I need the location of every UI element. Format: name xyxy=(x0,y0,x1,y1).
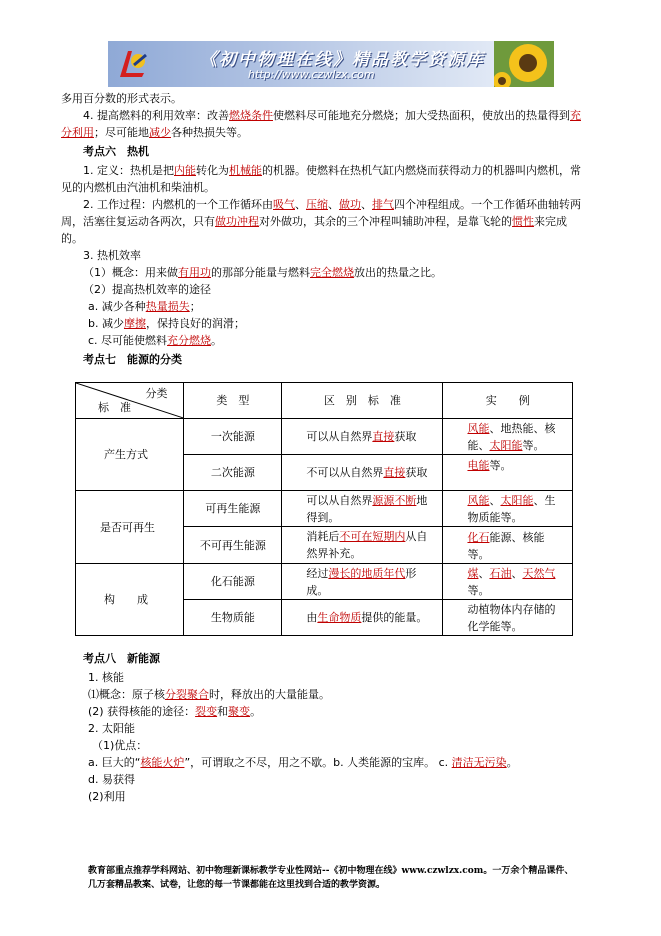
group-label: 是否可再生 xyxy=(76,491,184,564)
paragraph: （2）提高热机效率的途径 xyxy=(83,283,211,296)
column-header: 区 别 标 准 xyxy=(282,383,443,419)
group-label: 构 成 xyxy=(76,564,184,636)
paragraph: 2. 太阳能 xyxy=(88,722,135,735)
footer-line: 教育部重点推荐学科网站、初中物理新课标教学专业性网站--《初中物理在线》www.czwlzx.com。一万余个精品课件、 xyxy=(88,866,574,876)
diff-cell: 可以从自然界直接获取 xyxy=(282,419,443,455)
section-8-body xyxy=(83,648,578,805)
example-cell: 动植物体内存储的化学能等。 xyxy=(443,600,573,636)
paragraph: (2) 获得核能的途径：裂变和聚变。 xyxy=(88,705,262,718)
type-cell: 化石能源 xyxy=(184,564,282,600)
heading-section-6: 考点六 热机 xyxy=(83,145,149,158)
list-item: b. 减少摩擦，保持良好的润滑； xyxy=(88,317,245,330)
table-row xyxy=(76,491,573,527)
paragraph: （1)优点： xyxy=(92,739,148,752)
example-cell: 风能、太阳能、生物质能等。 xyxy=(443,491,573,527)
column-header: 实 例 xyxy=(443,383,573,419)
list-item: a. 减少各种热量损失； xyxy=(88,300,201,313)
paragraph: (2)利用 xyxy=(88,790,126,803)
page-footer xyxy=(88,864,588,892)
example-cell: 煤、石油、天然气等。 xyxy=(443,564,573,600)
diff-cell: 消耗后不可在短期内从自然界补充。 xyxy=(282,527,443,564)
group-label: 产生方式 xyxy=(76,419,184,491)
corner-top-label: 分类 xyxy=(145,387,168,400)
example-cell: 化石能源、核能等。 xyxy=(443,527,573,564)
type-cell: 生物质能 xyxy=(184,600,282,636)
paragraph: a. 巨大的“核能火炉”，可谓取之不尽，用之不歇。b. 人类能源的宝库。 c. 清洁无污染。 xyxy=(88,756,518,769)
heading-section-7: 考点七 能源的分类 xyxy=(83,353,182,366)
example-cell: 电能等。 xyxy=(443,455,573,491)
example-cell: 风能、地热能、核能、太阳能等。 xyxy=(443,419,573,455)
header-banner xyxy=(108,41,554,87)
paragraph-fuel-efficiency: 4. 提高燃料的利用效率：改善燃烧条件使燃料尽可能地充分燃烧；加大受热面积，使放出的热量得到充分利用；尽可能地减少各种热损失等。 xyxy=(61,109,581,139)
paragraph: 3. 热机效率 xyxy=(83,249,141,262)
table-row xyxy=(76,419,573,455)
type-cell: 二次能源 xyxy=(184,455,282,491)
type-cell: 可再生能源 xyxy=(184,491,282,527)
banner-url[interactable]: http://www.czwlzx.com xyxy=(248,68,375,81)
footer-line: 几万套精品教案、试卷，让您的每一节课都能在这里找到合适的教学资源。 xyxy=(88,880,386,890)
table-corner-cell xyxy=(76,383,184,419)
paragraph: 1. 核能 xyxy=(88,671,124,684)
diff-cell: 由生命物质提供的能量。 xyxy=(282,600,443,636)
diff-cell: 可以从自然界源源不断地得到。 xyxy=(282,491,443,527)
type-cell: 一次能源 xyxy=(184,419,282,455)
column-header: 类 型 xyxy=(184,383,282,419)
site-logo-icon xyxy=(116,47,150,81)
paragraph: d. 易获得 xyxy=(88,773,135,786)
heading-section-8: 考点八 新能源 xyxy=(83,652,160,665)
table-row xyxy=(76,564,573,600)
paragraph: （1）概念：用来做有用功的那部分能量与燃料完全燃烧放出的热量之比。 xyxy=(83,266,442,279)
corner-bottom-label: 标 准 xyxy=(98,401,131,414)
document-body xyxy=(61,90,581,370)
diff-cell: 不可以从自然界直接获取 xyxy=(282,455,443,491)
paragraph-working-process: 2. 工作过程：内燃机的一个工作循环由吸气、压缩、做功、排气四个冲程组成。一个工作循环曲轴转两周，活塞往复运动各两次，只有做功冲程对外做功，其余的三个冲程叫辅助冲程，是靠飞轮的惯性来完成的。 xyxy=(61,198,581,245)
type-cell: 不可再生能源 xyxy=(184,527,282,564)
sunflower-icon xyxy=(494,41,554,87)
banner-title: 《初中物理在线》精品教学资源库 xyxy=(200,50,485,70)
paragraph: 多用百分数的形式表示。 xyxy=(61,92,182,105)
paragraph-definition: 1. 定义：热机是把内能转化为机械能的机器。使燃料在热机气缸内燃烧而获得动力的机器叫内燃机，常见的内燃机由汽油机和柴油机。 xyxy=(61,164,581,194)
energy-classification-table xyxy=(75,382,573,636)
list-item: c. 尽可能使燃料充分燃烧。 xyxy=(88,334,223,347)
diff-cell: 经过漫长的地质年代形成。 xyxy=(282,564,443,600)
paragraph: ⑴概念：原子核分裂聚合时，释放出的大量能量。 xyxy=(88,688,330,701)
table-header-row xyxy=(76,383,573,419)
